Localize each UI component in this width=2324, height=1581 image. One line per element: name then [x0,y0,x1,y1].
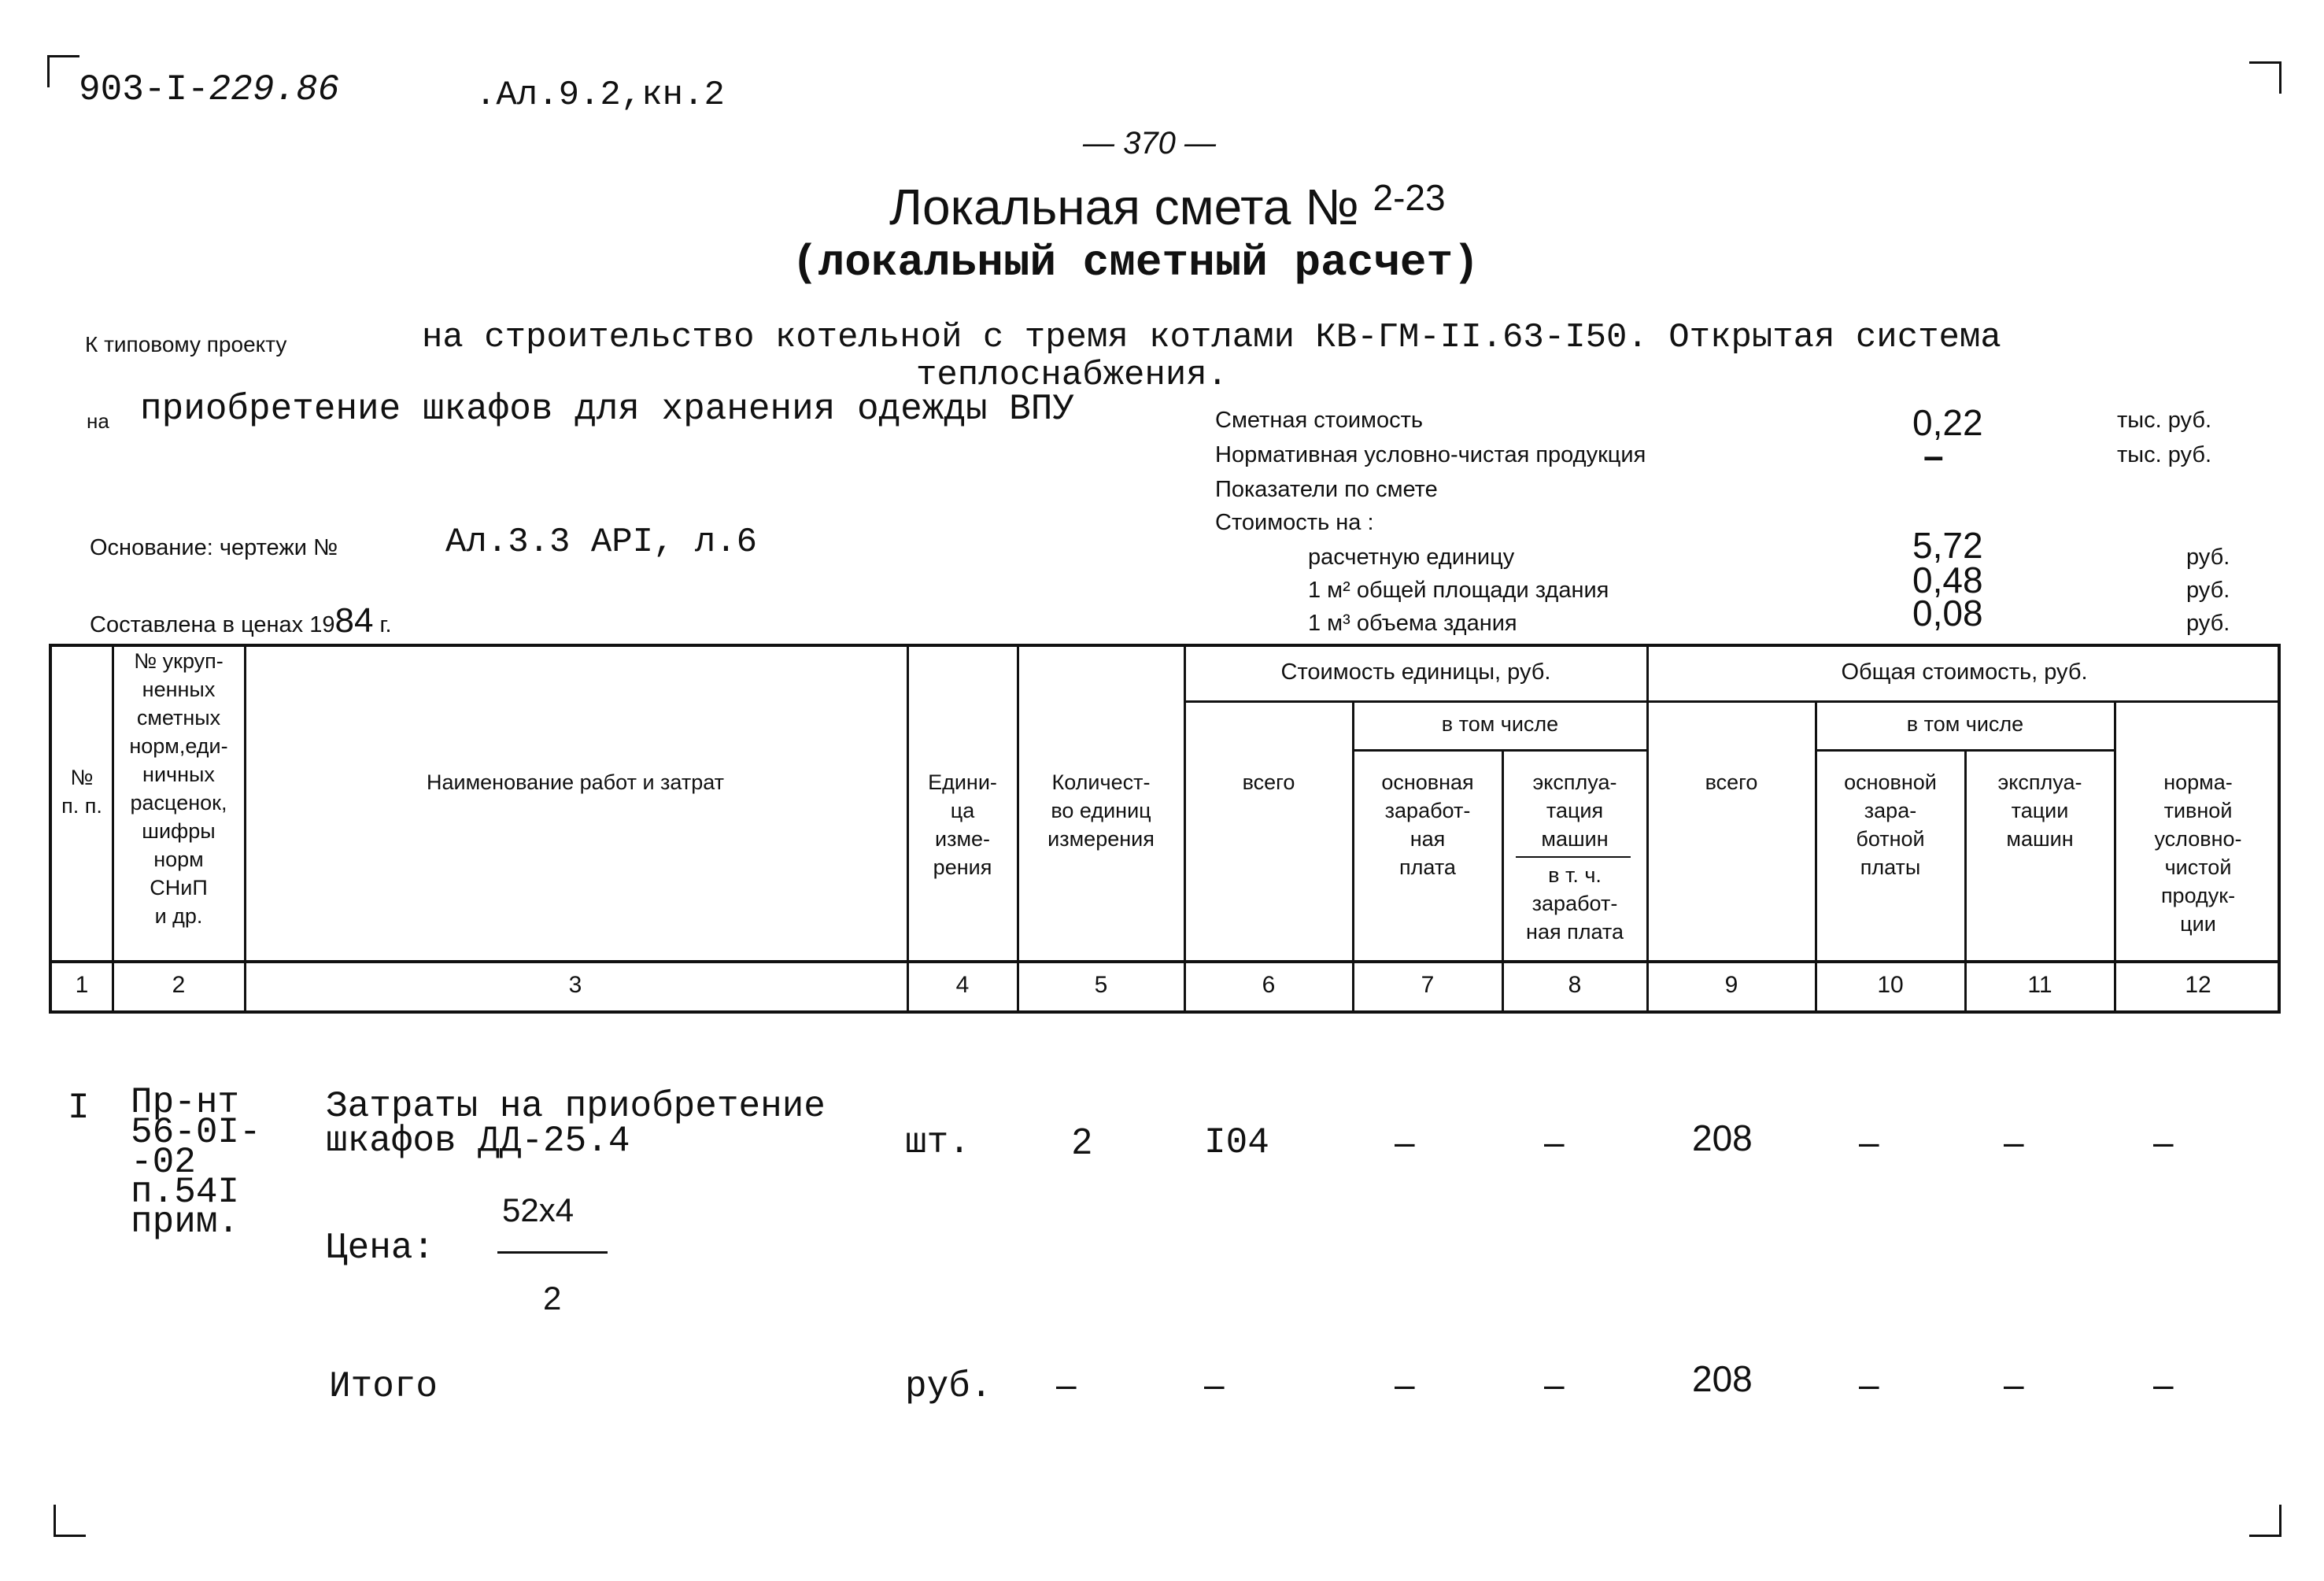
prices-year-value: 84 [334,601,374,640]
row-total-norm: – [2153,1121,2174,1162]
purpose-description: приобретение шкафов для хранения одежды ВПУ [140,389,1074,430]
corner-mark-bottom-left [54,1505,86,1537]
price-numerator: 52х4 [502,1191,575,1228]
summary-cost-unit: тыс. руб. [2117,408,2212,433]
header-col-unit-wage: основная заработ- ная плата [1381,770,1474,879]
col-number-1: 1 [75,972,89,998]
col-number-4: 4 [955,972,970,998]
page-subtitle: (локальный сметный расчет) [792,238,1480,288]
purpose-label: на [87,409,109,433]
header-col-work-name: Наименование работ и затрат [426,770,724,794]
document-code [79,69,339,110]
row-number: I [68,1088,90,1128]
row-total-wage: – [1859,1121,1879,1162]
itogo-total-machine: – [2004,1364,2024,1405]
summary-volume-unit: руб. [2186,611,2230,636]
summary-norm-label: Нормативная условно-чистая продукция [1215,442,1646,467]
col-number-2: 2 [172,972,186,998]
summary-indicators-label: Показатели по смете [1215,477,1438,502]
col-number-11: 11 [2027,972,2052,998]
document-code-handwritten: 229.86 [209,69,340,110]
header-col-total-wage: основной зара- ботной платы [1844,770,1937,879]
header-col-unit-total: всего [1242,770,1295,794]
row-work-name: Затраты на приобретение шкафов ДД-25.4 [326,1086,826,1162]
prices-year-label: Составлена в ценах 19 [90,612,335,637]
project-description: на строительство котельной с тремя котлами КВ-ГМ-II.63-I50. Открытая система [422,318,2001,357]
corner-mark-top-right [2249,61,2282,94]
summary-cost-per-label: Стоимость на : [1215,510,1374,535]
summary-volume-label: 1 м³ объема здания [1308,611,1517,636]
row-unit-machine: – [1544,1121,1565,1162]
itogo-unit-machine: – [1544,1364,1565,1405]
row-total: 208 [1692,1117,1753,1158]
col-number-10: 10 [1877,972,1904,998]
header-col-number: № п. п. [61,766,102,818]
header-unit-cost-group: Стоимость единицы, руб. [1280,659,1551,685]
row-unit-wage: – [1395,1121,1415,1162]
header-col-quantity: Количест- во единиц измерения [1047,770,1155,851]
summary-unit-label: расчетную единицу [1308,545,1515,570]
summary-area-value: 0,48 [1912,560,1983,600]
row-unit-total: I04 [1204,1122,1269,1163]
itogo-total-wage: – [1859,1364,1879,1405]
estimate-table-header [49,644,2281,1014]
corner-mark-top-left [47,55,79,87]
header-col-unit-machine: эксплуа- тация машин [1532,770,1617,851]
header-col-total-norm: норма- тивной условно- чистой продук- ции [2154,770,2242,936]
row-norm-code: Пр-нт 56-0I- -02 п.54I прим. [131,1082,261,1243]
row-total-machine: – [2004,1121,2024,1162]
summary-cost-label: Сметная стоимость [1215,408,1423,433]
summary-volume-value: 0,08 [1912,593,1983,634]
header-total-cost-including: в том числе [1906,712,2024,736]
itogo-quantity: – [1056,1364,1077,1405]
header-col-unit-machine-wage: в т. ч. заработ- ная плата [1526,863,1624,944]
col-number-7: 7 [1421,972,1435,998]
basis-value: Ал.3.3 АРI, л.6 [445,523,758,562]
itogo-unit-total: – [1204,1364,1225,1405]
estimate-number: 2-23 [1373,177,1446,218]
summary-unit-unit: руб. [2186,545,2230,570]
col-number-9: 9 [1724,972,1738,998]
header-col-unit: Едини- ца изме- рения [928,770,997,879]
itogo-total: 208 [1692,1358,1753,1399]
header-col-total-machine: эксплуа- тации машин [1997,770,2082,851]
itogo-label: Итого [329,1366,438,1407]
summary-cost-value: 0,22 [1912,402,1983,443]
header-col-total: всего [1705,770,1758,794]
header-unit-cost-including: в том числе [1441,712,1559,736]
col-number-5: 5 [1094,972,1108,998]
summary-norm-value: – [1923,435,1944,476]
row-quantity: 2 [1072,1121,1092,1162]
page-title [889,176,1446,236]
header-total-cost-group: Общая стоимость, руб. [1841,659,2088,685]
summary-area-unit: руб. [2186,578,2230,603]
price-fraction-bar [497,1251,608,1254]
summary-norm-unit: тыс. руб. [2117,442,2212,467]
page-title-text: Локальная смета № [889,179,1359,235]
itogo-unit-wage: – [1395,1364,1415,1405]
header-col-norm-code: № укруп- ненных сметных норм,еди- ничных расценок, шифры норм СНиП и др. [129,649,228,928]
col-number-6: 6 [1262,972,1276,998]
project-description-line2: теплоснабжения. [916,356,1229,395]
row-unit: шт. [905,1122,970,1163]
itogo-unit: руб. [905,1366,992,1407]
project-label: К типовому проекту [85,332,287,356]
album-reference: .Ал.9.2,кн.2 [475,76,725,115]
summary-area-label: 1 м² общей площади здания [1308,578,1609,603]
col-number-12: 12 [2185,972,2211,998]
prices-year-suffix: г. [373,612,392,637]
col-number-3: 3 [568,972,582,998]
price-denominator: 2 [543,1280,562,1317]
itogo-total-norm: – [2153,1364,2174,1405]
document-code-prefix: 903-I- [79,69,209,110]
basis-label: Основание: чертежи № [90,535,338,560]
corner-mark-bottom-right [2249,1505,2282,1537]
price-label: Цена: [326,1228,435,1269]
prices-year [90,601,392,641]
summary-unit-value: 5,72 [1912,525,1983,566]
col-number-8: 8 [1568,972,1582,998]
page-number: — 370 — [1083,126,1216,161]
